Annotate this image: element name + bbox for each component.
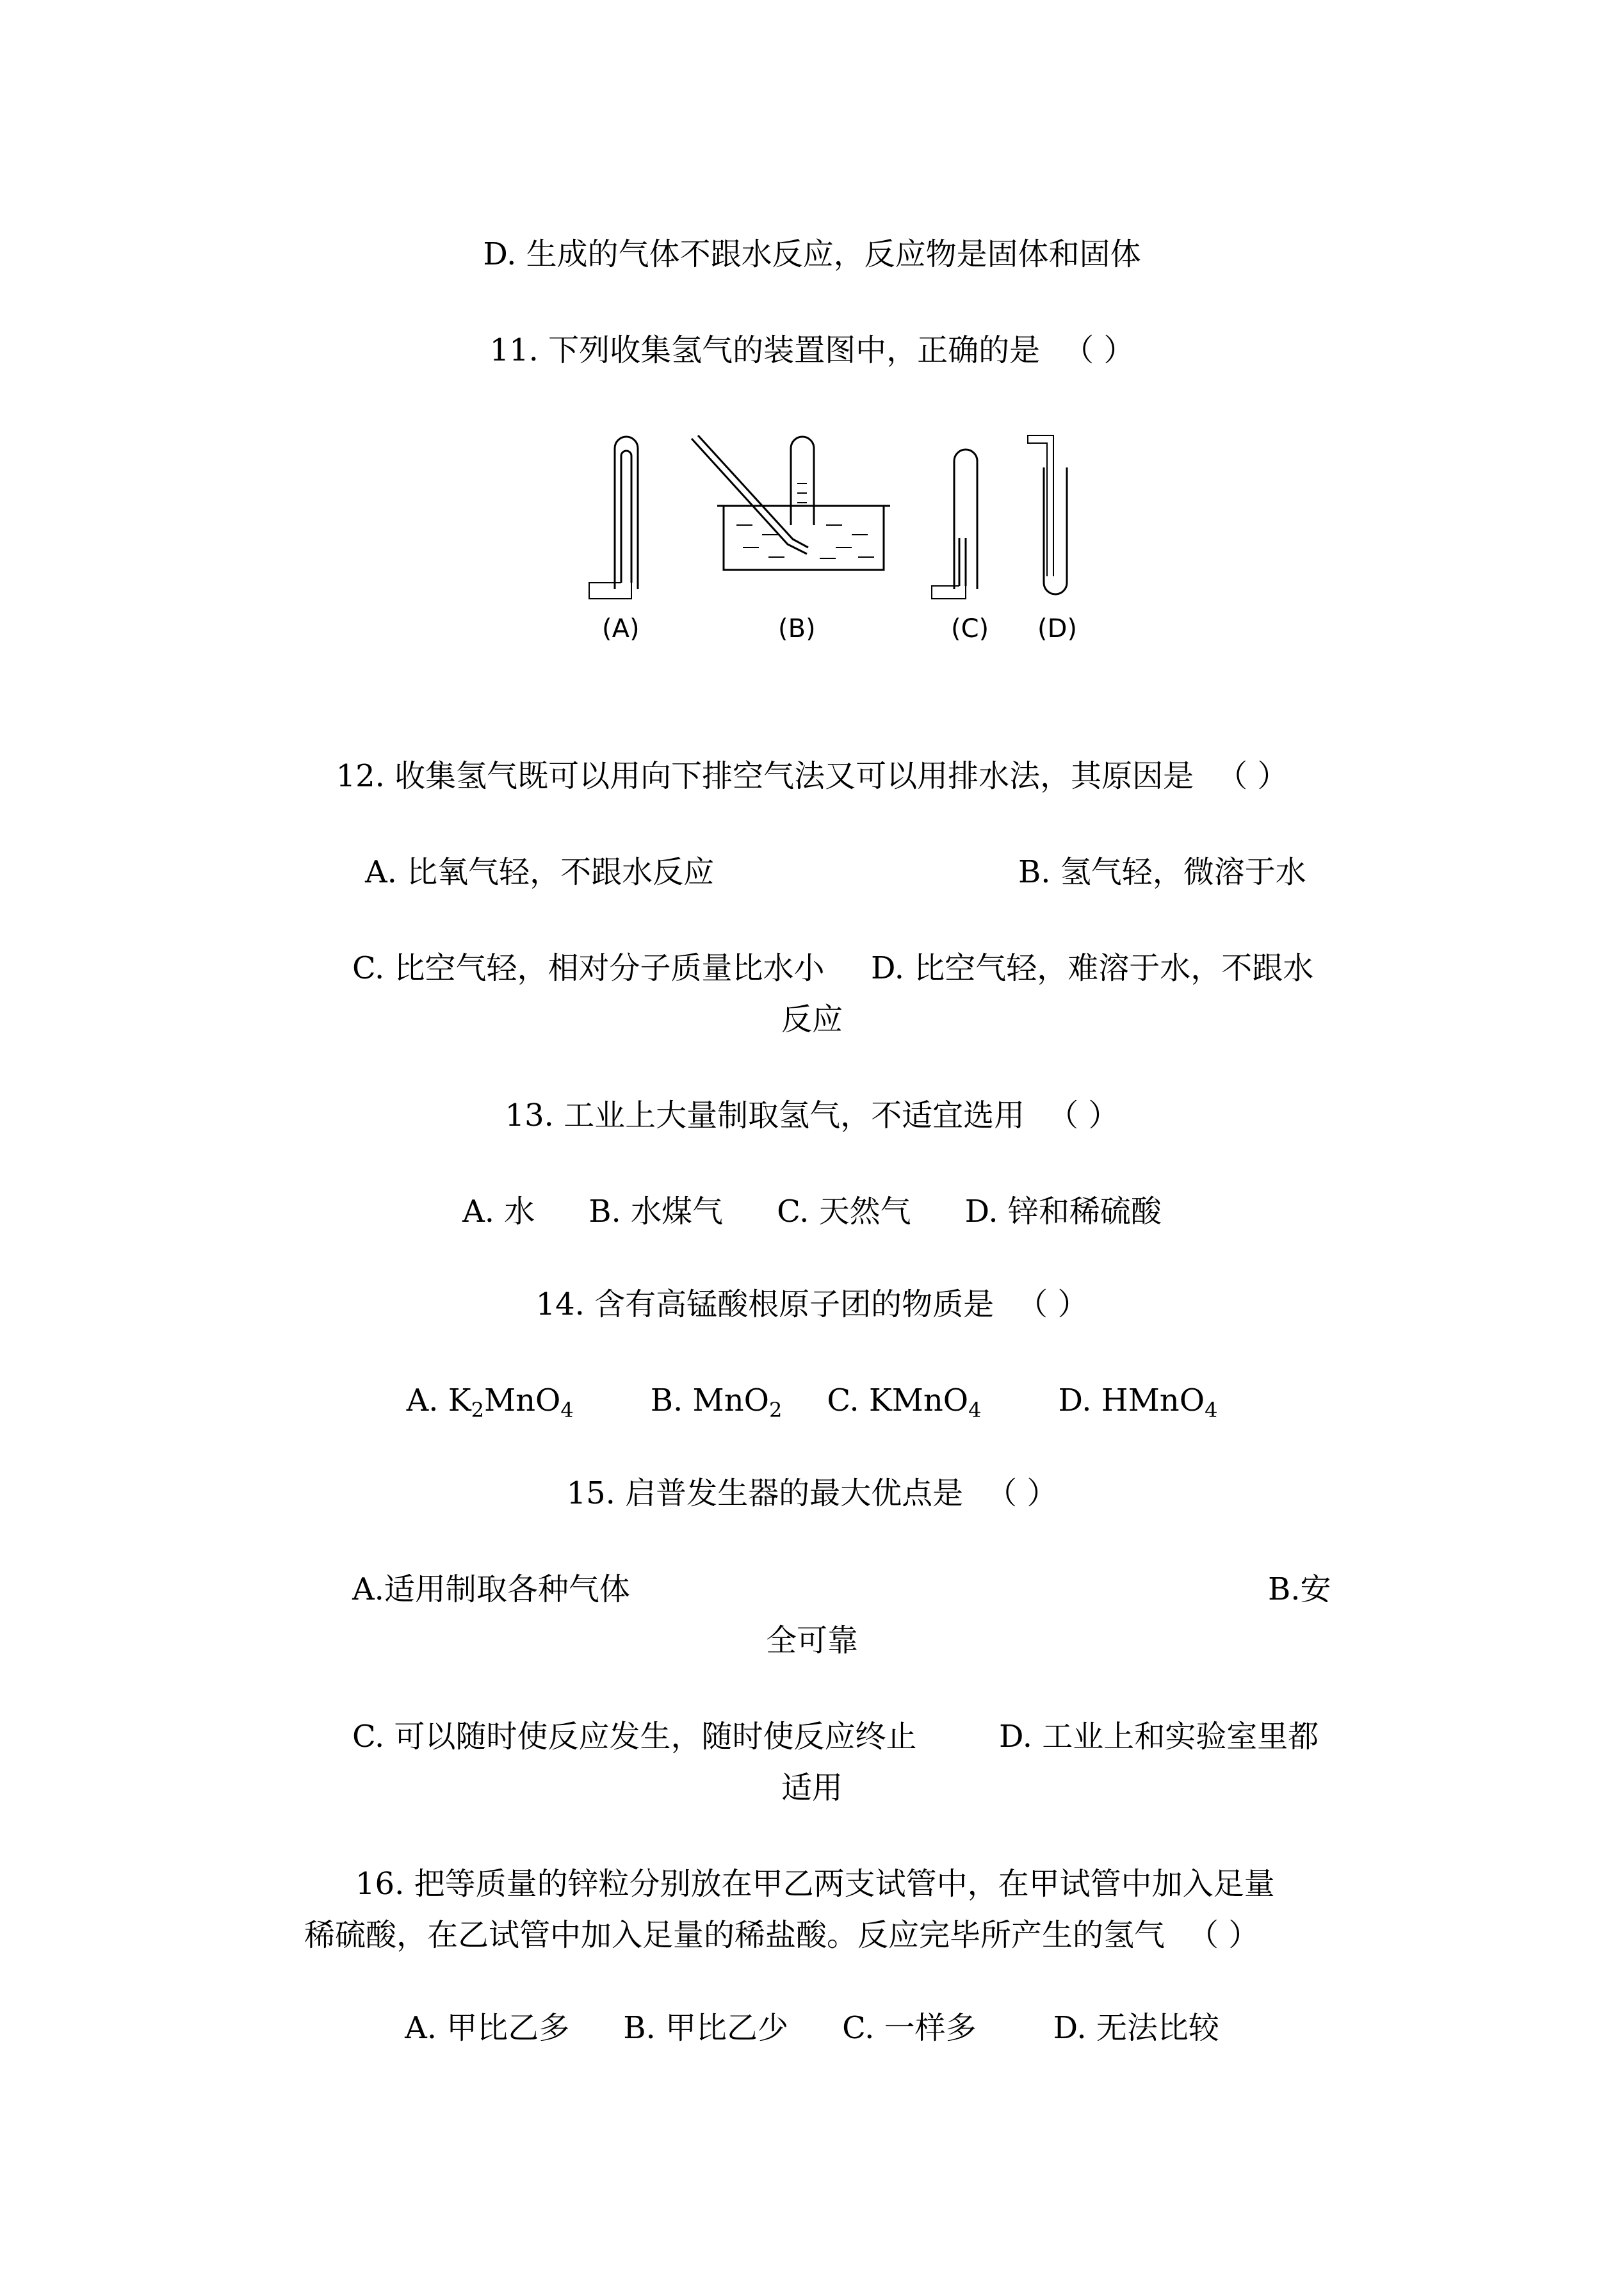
q15-option-c: C. 可以随时使反应发生，随时使反应终止 — [352, 1719, 917, 1755]
hydrogen-collection-apparatus-figure — [576, 423, 1153, 640]
answer-blank: （ ） — [1217, 758, 1288, 794]
q16-option-c: C. 一样多 — [842, 2010, 977, 2046]
q12-option-d-continued: 反应 — [781, 1002, 843, 1037]
apparatus-a — [589, 437, 638, 599]
label-b: (B) — [778, 614, 816, 640]
q13-option-d: D. 锌和稀硫酸 — [964, 1194, 1162, 1229]
q12-option-a: A. 比氧气轻，不跟水反应 — [365, 854, 715, 890]
q15-option-d-continued: 适用 — [781, 1770, 843, 1806]
label-d: (D) — [1037, 614, 1078, 640]
apparatus-b — [692, 435, 890, 570]
question-16-stem-line-1: 16. 把等质量的锌粒分别放在甲乙两支试管中，在甲试管中加入足量 — [355, 1866, 1275, 1902]
q14-option-b: B. MnO$_2$ — [650, 1383, 783, 1422]
q15-option-b: B.安 — [1268, 1571, 1331, 1607]
answer-blank: （ ） — [1063, 332, 1135, 368]
q13-option-a: A. 水 — [462, 1194, 535, 1229]
answer-blank: （ ） — [1017, 1286, 1089, 1322]
q16-option-d: D. 无法比较 — [1053, 2010, 1219, 2046]
q16-options — [0, 2007, 1624, 2048]
q16-option-b: B. 甲比乙少 — [623, 2010, 789, 2046]
q15-option-d: D. 工业上和实验室里都 — [999, 1719, 1319, 1755]
question-11 — [0, 330, 1624, 371]
question-16-stem-line-2: 稀硫酸，在乙试管中加入足量的稀盐酸。反应完毕所产生的氢气 — [304, 1917, 1165, 1953]
q15-option-a: A.适用制取各种气体 — [352, 1571, 630, 1607]
q10-option-d: D. 生成的气体不跟水反应，反应物是固体和固体 — [483, 236, 1141, 272]
apparatus-c — [932, 450, 977, 599]
question-15-stem: 15. 启普发生器的最大优点是 — [566, 1475, 964, 1511]
answer-blank: （ ） — [1048, 1098, 1119, 1133]
q13-options — [0, 1191, 1624, 1232]
question-13-stem: 13. 工业上大量制取氢气，不适宜选用 — [505, 1098, 1025, 1133]
label-a: (A) — [602, 614, 640, 640]
q14-option-d: D. HMnO$_4$ — [1058, 1383, 1218, 1422]
answer-blank: （ ） — [1188, 1917, 1260, 1953]
question-13 — [0, 1095, 1624, 1136]
q14-option-a: A. $K_2MnO_4$ — [406, 1383, 574, 1422]
label-c: (C) — [951, 614, 989, 640]
question-14 — [0, 1284, 1624, 1325]
q15-option-b-continued: 全可靠 — [765, 1623, 858, 1658]
q12-option-d: D. 比空气轻，难溶于水，不跟水 — [871, 950, 1314, 986]
q12-option-b: B. 氢气轻，微溶于水 — [1018, 854, 1306, 890]
q14-option-c: C. KMnO$_4$ — [827, 1383, 982, 1422]
apparatus-d — [1028, 435, 1067, 594]
question-12-stem: 12. 收集氢气既可以用向下排空气法又可以用排水法，其原因是 — [336, 758, 1194, 794]
answer-blank: （ ） — [986, 1475, 1058, 1511]
q14-options — [0, 1380, 1624, 1421]
q13-option-c: C. 天然气 — [777, 1194, 911, 1229]
q16-option-a: A. 甲比乙多 — [405, 2010, 570, 2046]
question-12 — [0, 756, 1624, 797]
q13-option-b: B. 水煤气 — [589, 1194, 724, 1229]
q12-option-c: C. 比空气轻，相对分子质量比水小 — [352, 950, 825, 986]
question-16 — [304, 1915, 1259, 1956]
question-15 — [0, 1473, 1624, 1514]
question-14-stem: 14. 含有高锰酸根原子团的物质是 — [535, 1286, 995, 1322]
question-11-stem: 11. 下列收集氢气的装置图中，正确的是 — [489, 332, 1041, 368]
